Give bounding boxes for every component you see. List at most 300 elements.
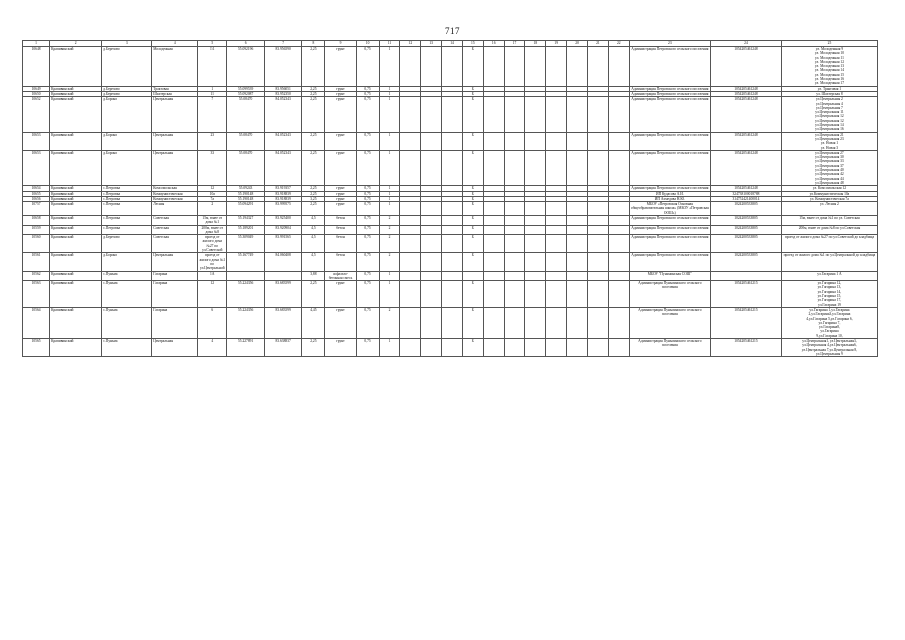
empty-cell [421,97,442,132]
cover-type-cell: грунт [325,47,356,87]
site-id-cell: 10559 [23,225,50,235]
table-row [23,47,878,87]
waste-source-line: ул.Центральная 16 [815,127,844,132]
house-cell: 12 [198,281,227,308]
container-volume-cell: 0,75 [356,86,379,91]
waste-source-line: ул.Центральная 21 [815,132,844,137]
site-id-cell: 10564 [23,307,50,338]
ogrn-cell: 1054205461248 [711,47,782,87]
empty-cell [587,307,608,338]
waste-source-line: ул.Гагарина 15, [817,294,842,299]
empty-cell [504,281,525,308]
empty-cell [608,132,629,150]
column-number-header: 14 [442,41,463,47]
ogrn-cell: 1054205461215 [711,281,782,308]
cover-type-cell: грунт [325,196,356,201]
empty-cell [525,253,546,271]
waste-sources-cell [781,97,877,132]
house-cell: 6 [198,307,227,338]
container-volume-cell: 0,75 [356,196,379,201]
container-count-cell: 2 [379,235,400,253]
locality-cell: д.Березово [102,86,152,91]
empty-cell [400,253,421,271]
waste-source-line: проезд от жилого дома №27 по ул.Советской до кладбища [784,235,875,240]
waste-source-line: ул.Гагарина 14, [817,289,842,294]
district-cell: Крапивинский [50,253,102,271]
column-number-header: 18 [525,41,546,47]
area-cell: 2,25 [302,191,325,196]
waste-class-cell: Б [462,235,483,253]
waste-source-line: ул. Молодежная 17 [814,81,845,86]
longitude-cell: 83.638837 [264,339,302,357]
waste-source-line: ул.Центральная1, ул.Центральная3, [802,339,857,343]
house-cell: 10а [198,191,227,196]
ogrn-cell: 1054205461215 [711,307,782,338]
empty-cell [442,253,463,271]
latitude-cell: 55.189201 [227,225,265,235]
owner-cell: Администрация Петровского сельского поселения [629,86,710,91]
waste-source-line: ул.Гагарина [820,329,839,334]
latitude-cell: 55.224356 [227,281,265,308]
house-cell: 11 [198,91,227,96]
cover-type-cell: грунт [325,191,356,196]
cover-type-cell: грунт [325,150,356,185]
waste-source-line: ул.Гагарина 1 А [817,271,842,276]
area-cell: 2,25 [302,281,325,308]
house-cell: 23 [198,132,227,150]
empty-cell [525,225,546,235]
empty-cell [608,202,629,216]
waste-source-line: ул. Молодежная 9 [815,47,844,51]
empty-cell [546,307,567,338]
cover-type-cell: бетон [325,253,356,271]
empty-cell [442,47,463,87]
latitude-cell: 55.08470 [227,150,265,185]
empty-cell [400,97,421,132]
waste-class-cell: Б [462,253,483,271]
area-cell: 2,25 [302,86,325,91]
locality-cell: д.Бороно [102,132,152,150]
waste-source-line: ул.Центральная 4,ул.Центральная6, [802,343,857,348]
area-cell: 2,25 [302,150,325,185]
longitude-cell: 83.683599 [264,281,302,308]
empty-cell [546,150,567,185]
street-cell: Трактовая [152,86,198,91]
area-cell: 2,25 [302,339,325,357]
ogrn-cell: 1024200533805 [711,235,782,253]
waste-source-line: 15м, юнее от дома №1 по ул. Советская [799,215,860,220]
empty-cell [587,339,608,357]
empty-cell [400,215,421,225]
empty-cell [608,97,629,132]
area-cell: 2,25 [302,202,325,216]
longitude-cell: 83.956590 [264,47,302,87]
column-number-header: 16 [483,41,504,47]
latitude-cell: 55.194327 [227,215,265,225]
empty-cell [421,271,442,281]
column-number-header: 12 [400,41,421,47]
container-count-cell: 1 [379,271,400,281]
district-cell: Крапивинский [50,202,102,216]
waste-source-line: 4,ул.Гагарина 5,ул.Гагарина 6, [806,316,853,321]
container-count-cell: 1 [379,202,400,216]
latitude-cell [227,271,265,281]
longitude-cell: 83.920904 [264,225,302,235]
latitude-cell: 55.092196 [227,47,265,87]
waste-sources-cell [781,215,877,225]
locality-cell: с.Петровка [102,196,152,201]
empty-cell [567,225,588,235]
locality-cell: д.Бороно [102,150,152,185]
cover-type-cell: грунт [325,339,356,357]
column-number-header: 17 [504,41,525,47]
empty-cell [421,47,442,87]
cover-type-cell: грунт [325,132,356,150]
street-cell: Гагарина [152,271,198,281]
container-volume-cell: 0,75 [356,235,379,253]
street-cell: Советская [152,215,198,225]
owner-cell: Администрация Пуньминского сельского поселения [629,281,710,308]
owner-cell: МБОУ "Пуньминская СОШ" [629,271,710,281]
empty-cell [546,339,567,357]
container-count-cell: 1 [379,196,400,201]
latitude-cell: 55.190148 [227,196,265,201]
ogrn-cell: 1054205461248 [711,97,782,132]
locality-cell: с.Пуньма [102,307,152,338]
empty-cell [608,339,629,357]
registry-table [22,40,878,357]
latitude-cell: 55.092087 [227,91,265,96]
waste-source-line: ул.Гагарина 12, [817,281,842,286]
empty-cell [421,339,442,357]
container-count-cell: 1 [379,339,400,357]
empty-cell [442,132,463,150]
site-id-cell: 10648 [23,47,50,87]
area-cell: 4,5 [302,215,325,225]
ogrn-cell: 1024200533805 [711,215,782,225]
empty-cell [567,47,588,87]
longitude-cell: 84.052343 [264,150,302,185]
house-cell: проезд от жилого дома №27 по ул.Советской [198,235,227,253]
house-cell: проезд от жилого дома №1 по ул.Центральной [199,253,226,271]
cover-type-cell: грунт [325,86,356,91]
empty-cell [567,202,588,216]
container-volume-cell: 0,75 [356,202,379,216]
waste-source-line: ул. Молодежная 10 [814,51,845,56]
container-count-cell: 1 [379,97,400,132]
waste-source-line: ул. Шахтерская 8 [816,91,843,96]
empty-cell [608,47,629,87]
locality-cell: д.Бороно [102,97,152,132]
street-cell: Шахтерская [152,91,198,96]
area-cell: 2,25 [302,132,325,150]
empty-cell [421,150,442,185]
waste-source-line: ул.Центральная 7,ул.Центральная 8, [801,347,858,352]
empty-cell [587,253,608,271]
waste-sources-cell [781,253,877,271]
empty-cell [483,47,504,87]
owner-cell: МБОУ «Петровская Основная общеобразовательная школа» (МБОУ «Петровская ООШ») [630,202,709,215]
cover-type-cell: бетон [325,225,356,235]
table-row [23,307,878,338]
column-number-header: 25 [781,41,877,47]
empty-cell [442,225,463,235]
waste-source-line: ул.Центральная 12 [815,118,844,123]
empty-cell [567,307,588,338]
longitude-cell: 83.956051 [264,86,302,91]
column-number-header: 21 [587,41,608,47]
district-cell: Крапивинский [50,281,102,308]
empty-cell [525,150,546,185]
column-number-header: 13 [421,41,442,47]
empty-cell [504,97,525,132]
container-volume-cell: 0,75 [356,215,379,225]
empty-cell [567,281,588,308]
street-cell: Молодежная [152,47,198,87]
waste-class-cell: Б [462,86,483,91]
container-count-cell: 1 [379,191,400,196]
empty-cell [525,339,546,357]
empty-cell [504,47,525,87]
table-row [23,253,878,271]
waste-source-line: ул.Гагарина 1,ул.Гагарина [809,307,850,312]
empty-cell [608,225,629,235]
column-number-header: 15 [462,41,483,47]
site-id-cell: 10565 [23,339,50,357]
empty-cell [525,215,546,225]
street-cell: Гагарина [152,281,198,308]
waste-source-line: ул. Молодежная 16 [814,77,845,82]
container-count-cell: 1 [379,132,400,150]
table-row [23,271,878,281]
empty-cell [504,150,525,185]
owner-cell: Администрация Пуньминского сельского поселения [629,339,710,357]
empty-cell [400,271,421,281]
empty-cell [483,225,504,235]
owner-cell: Администрация Петровского сельского поселения [629,91,710,96]
column-number-header: 8 [302,41,325,47]
longitude-cell: 83.952350 [264,91,302,96]
waste-source-line: ул.Центральная 30 [815,155,844,160]
empty-cell [442,150,463,185]
empty-cell [483,253,504,271]
column-number-header: 2 [50,41,102,47]
empty-cell [608,271,629,281]
empty-cell [525,281,546,308]
empty-cell [421,307,442,338]
waste-source-line: ул. Коммунистическая 7а [810,196,849,201]
house-cell: 33 [198,150,227,185]
locality-cell: с.Петровка [102,225,152,235]
waste-source-line: ул. Молодежная 14 [814,68,845,73]
container-volume-cell: 0,75 [356,91,379,96]
cover-type-cell: грунт [325,97,356,132]
empty-cell [608,235,629,253]
empty-cell [567,150,588,185]
cover-type-cell: асфальто-бетонная смесь [325,271,356,281]
empty-cell [587,271,608,281]
owner-cell: Администрация Петровского сельского поселения [629,47,710,87]
empty-cell [504,225,525,235]
waste-source-line: ул.Гагарина 17, [817,298,842,303]
empty-cell [400,202,421,216]
street-cell: Коммунистическая [152,191,198,196]
empty-cell [567,271,588,281]
cover-type-cell: грунт [325,91,356,96]
empty-cell [546,202,567,216]
waste-source-line: ул. Трактовая 1 [817,86,842,91]
table-row [23,225,878,235]
latitude-cell: 55.099539 [227,86,265,91]
waste-source-line: ул. Новая 1 [820,141,839,146]
owner-cell: Администрация Пуньминского сельского поселения [629,307,710,338]
site-id-cell: 10655 [23,191,50,196]
empty-cell [400,339,421,357]
waste-sources-cell [781,150,877,185]
cover-type-cell: бетон [325,235,356,253]
ogrn-cell: 1054205461248 [711,150,782,185]
area-cell: 4,5 [302,253,325,271]
owner-cell: ИП Ахмедова Н.Ю. [629,196,710,201]
container-count-cell: 2 [379,225,400,235]
container-volume-cell: 0,75 [356,307,379,338]
table-row [23,235,878,253]
empty-cell [587,132,608,150]
waste-source-line: ул.Гагарина 13, [817,285,842,290]
container-volume-cell: 0,75 [356,97,379,132]
cover-type-cell: грунт [325,307,356,338]
container-count-cell: 1 [379,281,400,308]
site-id-cell: 10560 [23,235,50,253]
ogrn-cell: 1054205461248 [711,91,782,96]
column-number-header: 19 [546,41,567,47]
locality-cell: с.Петровка [102,186,152,191]
empty-cell [421,235,442,253]
street-cell: Центральная [152,150,198,185]
empty-cell [442,235,463,253]
empty-cell [504,215,525,225]
ogrn-cell: 1054205461248 [711,132,782,150]
area-cell: 4,45 [302,307,325,338]
container-count-cell: 2 [379,307,400,338]
cover-type-cell: грунт [325,202,356,216]
waste-sources-cell [781,225,877,235]
empty-cell [421,225,442,235]
cover-type-cell: бетон [325,215,356,225]
empty-cell [442,281,463,308]
waste-sources-cell [781,202,877,216]
locality-cell: с.Петровка [102,191,152,196]
empty-cell [546,215,567,225]
empty-cell [567,97,588,132]
empty-cell [587,97,608,132]
waste-source-line: ул.Центральная 12 [815,114,844,119]
empty-cell [442,339,463,357]
waste-source-line: ул.Центральная 2 [816,97,843,102]
table-row [23,150,878,185]
empty-cell [421,202,442,216]
latitude-cell: 55.309049 [227,235,265,253]
empty-cell [608,150,629,185]
locality-cell: с.Петровка [102,202,152,216]
ogrn-cell: 1024200533805 [711,225,782,235]
longitude-cell: 83.999575 [264,202,302,216]
house-cell: 2 [198,202,227,216]
site-id-cell: 10652 [23,97,50,132]
area-cell: 4,5 [302,235,325,253]
area-cell: 3,25 [302,196,325,201]
site-id-cell: 10653 [23,150,50,185]
waste-class-cell: Б [462,47,483,87]
page-number: 717 [445,26,460,36]
owner-cell: Администрация Петровского сельского поселения [629,97,710,132]
ogrn-cell: 1024200533805 [711,202,782,216]
site-id-cell: 10653 [23,132,50,150]
locality-cell: с.Пуньма [102,339,152,357]
container-volume-cell: 0,75 [356,191,379,196]
table-row [23,281,878,308]
empty-cell [483,307,504,338]
empty-cell [525,132,546,150]
site-id-cell: 10561 [23,253,50,271]
street-cell: Комсомольская [152,186,198,191]
container-count-cell: 1 [379,186,400,191]
latitude-cell: 55.094291 [227,202,265,216]
empty-cell [504,132,525,150]
area-cell: 2,25 [302,186,325,191]
waste-source-line: ул.Гагарина 7, [818,320,841,325]
waste-source-line: ул.Коммунистическая 10а [809,191,850,196]
owner-cell: Администрация Петровского сельского поселения [629,186,710,191]
waste-sources-cell [781,132,877,150]
latitude-cell: 55.08470 [227,97,265,132]
house-cell: 200м, юнее от дома №8 [198,225,227,235]
waste-class-cell: Б [462,339,483,357]
area-cell: 2,25 [302,91,325,96]
container-count-cell: 2 [379,215,400,225]
waste-class-cell [462,271,483,281]
waste-source-line: ул.Центральная 14 [815,123,844,128]
latitude-cell: 55.224356 [227,307,265,338]
empty-cell [442,97,463,132]
waste-source-line: ул.Центральная 9 [816,351,843,356]
empty-cell [504,253,525,271]
waste-sources-cell [781,235,877,253]
waste-source-line: ул. Комсомольская 12 [812,186,847,191]
latitude-cell: 55.167749 [227,253,265,271]
waste-source-line: ул.Центральная 33 [815,159,844,164]
waste-source-line: ул. Молодежная 11 [814,55,844,60]
area-cell: 2,25 [302,47,325,87]
longitude-cell: 83.918839 [264,196,302,201]
district-cell: Крапивинский [50,47,102,87]
area-cell: 3,88 [302,271,325,281]
empty-cell [546,271,567,281]
cover-type-cell: грунт [325,186,356,191]
empty-cell [421,281,442,308]
column-number-header: 1 [23,41,50,47]
empty-cell [567,253,588,271]
empty-cell [608,307,629,338]
waste-source-line: ул.Центральная 11 [815,110,844,115]
waste-source-line: ул.Центральная 40 [815,168,844,173]
empty-cell [525,235,546,253]
container-count-cell: 2 [379,253,400,271]
empty-cell [546,235,567,253]
container-volume-cell: 0,75 [356,47,379,87]
house-cell: 7а [198,196,227,201]
longitude-cell: 83.919357 [264,186,302,191]
